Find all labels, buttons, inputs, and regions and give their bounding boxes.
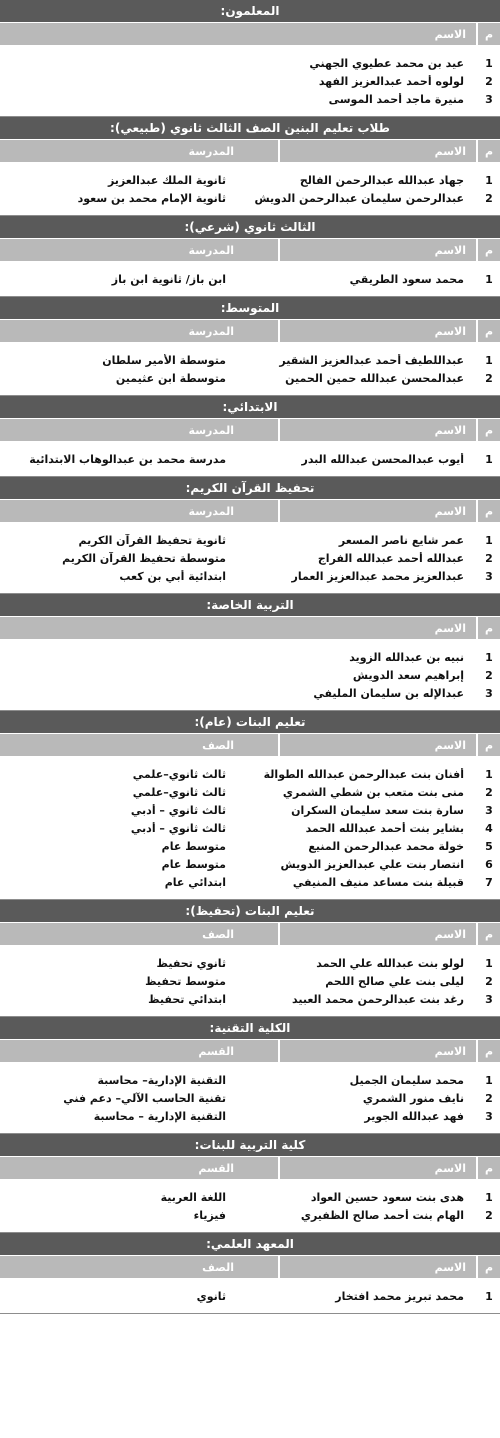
row-detail: ثالث ثانوي – أدبي (130, 821, 226, 835)
row-number: 3 (485, 992, 493, 1006)
section-title: الابتدائي: (0, 396, 500, 418)
row-number: 1 (485, 173, 493, 187)
row-detail: ثالث ثانوي – أدبي (130, 803, 226, 817)
table-body (0, 1063, 500, 1134)
table-header (0, 319, 500, 343)
header-other: المدرسة (188, 423, 234, 437)
row-number: 2 (485, 668, 493, 682)
row-detail: ثانوي تحفيظ (156, 956, 226, 970)
section (0, 297, 500, 396)
header-other: المدرسة (188, 144, 234, 158)
section (0, 1017, 500, 1134)
header-number: م (484, 243, 494, 257)
row-number: 1 (485, 1073, 493, 1087)
row-number: 1 (485, 353, 493, 367)
table-body (0, 442, 500, 477)
row-name: فهد عبدالله الجوير (364, 1109, 464, 1123)
row-number: 1 (485, 650, 493, 664)
table-header (0, 418, 500, 442)
row-name: الهام بنت أحمد صالح الظفيري (300, 1208, 464, 1222)
table-row (0, 351, 500, 369)
header-other: المدرسة (188, 243, 234, 257)
section (0, 477, 500, 594)
row-name: محمد سعود الطريقي (349, 272, 464, 286)
row-name: منيرة ماجد أحمد الموسى (328, 92, 464, 106)
row-detail: فيزياء (193, 1208, 226, 1222)
table-header (0, 733, 500, 757)
row-name: سارة بنت سعد سليمان السكران (291, 803, 464, 817)
row-number: 2 (485, 1091, 493, 1105)
table-row (0, 990, 500, 1008)
row-number: 2 (485, 191, 493, 205)
header-divider (476, 1040, 478, 1062)
header-divider (476, 1157, 478, 1179)
table-header (0, 1255, 500, 1279)
section-title: التربية الخاصة: (0, 594, 500, 616)
table-body (0, 946, 500, 1017)
row-detail: التقنية الإدارية– محاسبة (97, 1073, 226, 1087)
row-detail: ابن باز/ ثانوية ابن باز (111, 272, 226, 286)
section (0, 396, 500, 477)
row-number: 2 (485, 74, 493, 88)
table-body (0, 523, 500, 594)
table-row (0, 270, 500, 288)
table-header (0, 22, 500, 46)
table-row (0, 1188, 500, 1206)
table-row (0, 873, 500, 891)
section (0, 594, 500, 711)
header-name: الاسم (434, 324, 466, 338)
header-divider (278, 320, 280, 342)
header-divider (476, 419, 478, 441)
table-row (0, 837, 500, 855)
section-title: الكلية التقنية: (0, 1017, 500, 1039)
header-number: م (484, 1260, 494, 1274)
header-divider (278, 1157, 280, 1179)
row-detail: متوسط تحفيظ (145, 974, 226, 988)
section (0, 0, 500, 117)
row-name: ليلى بنت علي صالح اللحم (325, 974, 464, 988)
section-title: طلاب تعليم البنين الصف الثالث ثانوي (طبيعي): (0, 117, 500, 139)
header-name: الاسم (434, 1044, 466, 1058)
row-name: محمد سليمان الجميل (349, 1073, 464, 1087)
row-number: 3 (485, 569, 493, 583)
row-number: 3 (485, 803, 493, 817)
section-title: المعلمون: (0, 0, 500, 22)
row-detail: مدرسة محمد بن عبدالوهاب الابتدائية (29, 452, 226, 466)
row-detail: ثانوي (196, 1289, 226, 1303)
header-divider (278, 1040, 280, 1062)
row-number: 3 (485, 686, 493, 700)
row-detail: ثالث ثانوي–علمي (132, 767, 226, 781)
row-name: عبدالرحمن سليمان عبدالرحمن الدويش (254, 191, 464, 205)
row-number: 5 (485, 839, 493, 853)
header-other: القسم (198, 1161, 234, 1175)
table-row (0, 1206, 500, 1224)
header-divider (278, 923, 280, 945)
row-number: 1 (485, 1289, 493, 1303)
row-name: جهاد عبدالله عبدالرحمن الفالح (299, 173, 464, 187)
table-row (0, 972, 500, 990)
row-name: عبدالعزيز محمد عبدالعزيز العمار (291, 569, 464, 583)
row-name: لولوه أحمد عبدالعزيز الفهد (318, 74, 464, 88)
table-row (0, 531, 500, 549)
section (0, 117, 500, 216)
header-divider (476, 140, 478, 162)
row-name: إبراهيم سعد الدويش (352, 668, 464, 682)
row-name: عبداللطيف أحمد عبدالعزيز الشقير (279, 353, 464, 367)
table-header (0, 1039, 500, 1063)
section (0, 1134, 500, 1233)
header-other: الصف (202, 927, 234, 941)
section-title: الثالث ثانوي (شرعي): (0, 216, 500, 238)
table-row (0, 171, 500, 189)
table-row (0, 72, 500, 90)
header-number: م (484, 1044, 494, 1058)
header-name: الاسم (434, 738, 466, 752)
header-name: الاسم (434, 504, 466, 518)
table-row (0, 1089, 500, 1107)
table-body (0, 757, 500, 900)
row-name: رغد بنت عبدالرحمن محمد العبيد (292, 992, 464, 1006)
row-number: 4 (485, 821, 493, 835)
header-name: الاسم (434, 144, 466, 158)
row-name: انتصار بنت علي عبدالعزيز الدويش (280, 857, 464, 871)
header-other: القسم (198, 1044, 234, 1058)
row-name: هدى بنت سعود حسين العواد (310, 1190, 464, 1204)
table-row (0, 1287, 500, 1305)
header-number: م (484, 504, 494, 518)
row-detail: ابتدائية أبي بن كعب (119, 569, 226, 583)
header-divider (278, 500, 280, 522)
header-name: الاسم (434, 1260, 466, 1274)
header-name: الاسم (434, 243, 466, 257)
table-row (0, 90, 500, 108)
row-number: 2 (485, 551, 493, 565)
row-name: خولة محمد عبدالرحمن المنيع (308, 839, 464, 853)
header-other: المدرسة (188, 324, 234, 338)
row-name: عبدالإله بن سليمان المليفي (313, 686, 464, 700)
header-name: الاسم (434, 621, 466, 635)
table-row (0, 855, 500, 873)
row-detail: التقنية الإدارية – محاسبة (93, 1109, 226, 1123)
header-other: الصف (202, 1260, 234, 1274)
table-body (0, 46, 500, 117)
table-row (0, 369, 500, 387)
row-detail: ثانوية تحفيظ القرآن الكريم (78, 533, 226, 547)
row-detail: متوسط عام (161, 857, 226, 871)
section (0, 900, 500, 1017)
row-number: 1 (485, 956, 493, 970)
row-detail: ثانوية الملك عبدالعزيز (107, 173, 226, 187)
header-number: م (484, 927, 494, 941)
table-header (0, 616, 500, 640)
section-title: المعهد العلمي: (0, 1233, 500, 1255)
row-number: 2 (485, 785, 493, 799)
header-divider (476, 734, 478, 756)
row-detail: تقنية الحاسب الآلي– دعم فني (63, 1091, 226, 1105)
row-number: 2 (485, 371, 493, 385)
row-name: قبيلة بنت مساعد منيف المنيفي (292, 875, 464, 889)
row-number: 1 (485, 452, 493, 466)
header-name: الاسم (434, 27, 466, 41)
row-name: عبدالمحسن عبدالله حمين الحمين (285, 371, 464, 385)
row-name: نايف منور الشمري (362, 1091, 464, 1105)
table-row (0, 54, 500, 72)
row-detail: ابتدائي عام (164, 875, 226, 889)
row-number: 2 (485, 974, 493, 988)
row-detail: متوسطة تحفيظ القرآن الكريم (62, 551, 226, 565)
header-name: الاسم (434, 1161, 466, 1175)
row-number: 6 (485, 857, 493, 871)
row-name: عيد بن محمد عطيوي الجهني (309, 56, 464, 70)
header-divider (278, 1256, 280, 1278)
row-name: عمر شايع ناصر المسعر (338, 533, 464, 547)
row-detail: ثالث ثانوي–علمي (132, 785, 226, 799)
table-row (0, 1107, 500, 1125)
row-detail: ابتدائي تحفيظ (148, 992, 226, 1006)
row-detail: اللغة العربية (160, 1190, 226, 1204)
header-number: م (484, 738, 494, 752)
header-divider (278, 734, 280, 756)
row-name: أفنان بنت عبدالرحمن عبدالله الطوالة (263, 767, 464, 781)
header-other: المدرسة (188, 504, 234, 518)
table-row (0, 666, 500, 684)
table-header (0, 499, 500, 523)
section (0, 216, 500, 297)
row-name: محمد تبريز محمد افتخار (335, 1289, 464, 1303)
section-title: المتوسط: (0, 297, 500, 319)
section (0, 1233, 500, 1314)
header-divider (476, 320, 478, 342)
header-number: م (484, 144, 494, 158)
table-row (0, 819, 500, 837)
header-number: م (484, 423, 494, 437)
header-divider (476, 1256, 478, 1278)
row-name: نبيه بن عبدالله الزويد (349, 650, 464, 664)
row-name: عبدالله أحمد عبدالله الفراج (317, 551, 464, 565)
header-divider (278, 140, 280, 162)
table-row (0, 567, 500, 585)
header-number: م (484, 1161, 494, 1175)
row-number: 3 (485, 1109, 493, 1123)
table-row (0, 801, 500, 819)
table-row (0, 189, 500, 207)
row-detail: ثانوية الإمام محمد بن سعود (77, 191, 226, 205)
table-body (0, 343, 500, 396)
section-title: كلية التربية للبنات: (0, 1134, 500, 1156)
table-header (0, 238, 500, 262)
table-header (0, 1156, 500, 1180)
header-other: الصف (202, 738, 234, 752)
table-row (0, 954, 500, 972)
header-divider (476, 617, 478, 639)
header-number: م (484, 621, 494, 635)
row-number: 1 (485, 1190, 493, 1204)
header-divider (476, 239, 478, 261)
table-row (0, 450, 500, 468)
table-body (0, 163, 500, 216)
header-name: الاسم (434, 423, 466, 437)
header-divider (278, 419, 280, 441)
table-row (0, 648, 500, 666)
row-name: بشاير بنت أحمد عبدالله الحمد (305, 821, 464, 835)
table-row (0, 765, 500, 783)
row-detail: متوسط عام (161, 839, 226, 853)
header-divider (476, 23, 478, 45)
section (0, 711, 500, 900)
section-title: تعليم البنات (عام): (0, 711, 500, 733)
row-number: 2 (485, 1208, 493, 1222)
row-number: 1 (485, 56, 493, 70)
row-detail: متوسطة ابن عثيمين (115, 371, 226, 385)
table-header (0, 139, 500, 163)
row-detail: متوسطة الأمير سلطان (102, 353, 226, 367)
row-number: 7 (485, 875, 493, 889)
section-title: تحفيظ القرآن الكريم: (0, 477, 500, 499)
table-header (0, 922, 500, 946)
table-body (0, 262, 500, 297)
header-divider (476, 923, 478, 945)
row-number: 3 (485, 92, 493, 106)
row-number: 1 (485, 272, 493, 286)
table-row (0, 1071, 500, 1089)
header-divider (278, 239, 280, 261)
header-name: الاسم (434, 927, 466, 941)
row-name: منى بنت متعب بن شطي الشمري (282, 785, 464, 799)
row-name: لولو بنت عبدالله علي الحمد (316, 956, 464, 970)
table-body (0, 640, 500, 711)
row-number: 1 (485, 533, 493, 547)
table-row (0, 549, 500, 567)
table-body (0, 1180, 500, 1233)
header-divider (476, 500, 478, 522)
header-number: م (484, 324, 494, 338)
table-row (0, 783, 500, 801)
section-title: تعليم البنات (تحفيظ): (0, 900, 500, 922)
row-number: 1 (485, 767, 493, 781)
header-number: م (484, 27, 494, 41)
table-body (0, 1279, 500, 1314)
table-row (0, 684, 500, 702)
row-name: أيوب عبدالمحسن عبدالله البدر (301, 452, 464, 466)
